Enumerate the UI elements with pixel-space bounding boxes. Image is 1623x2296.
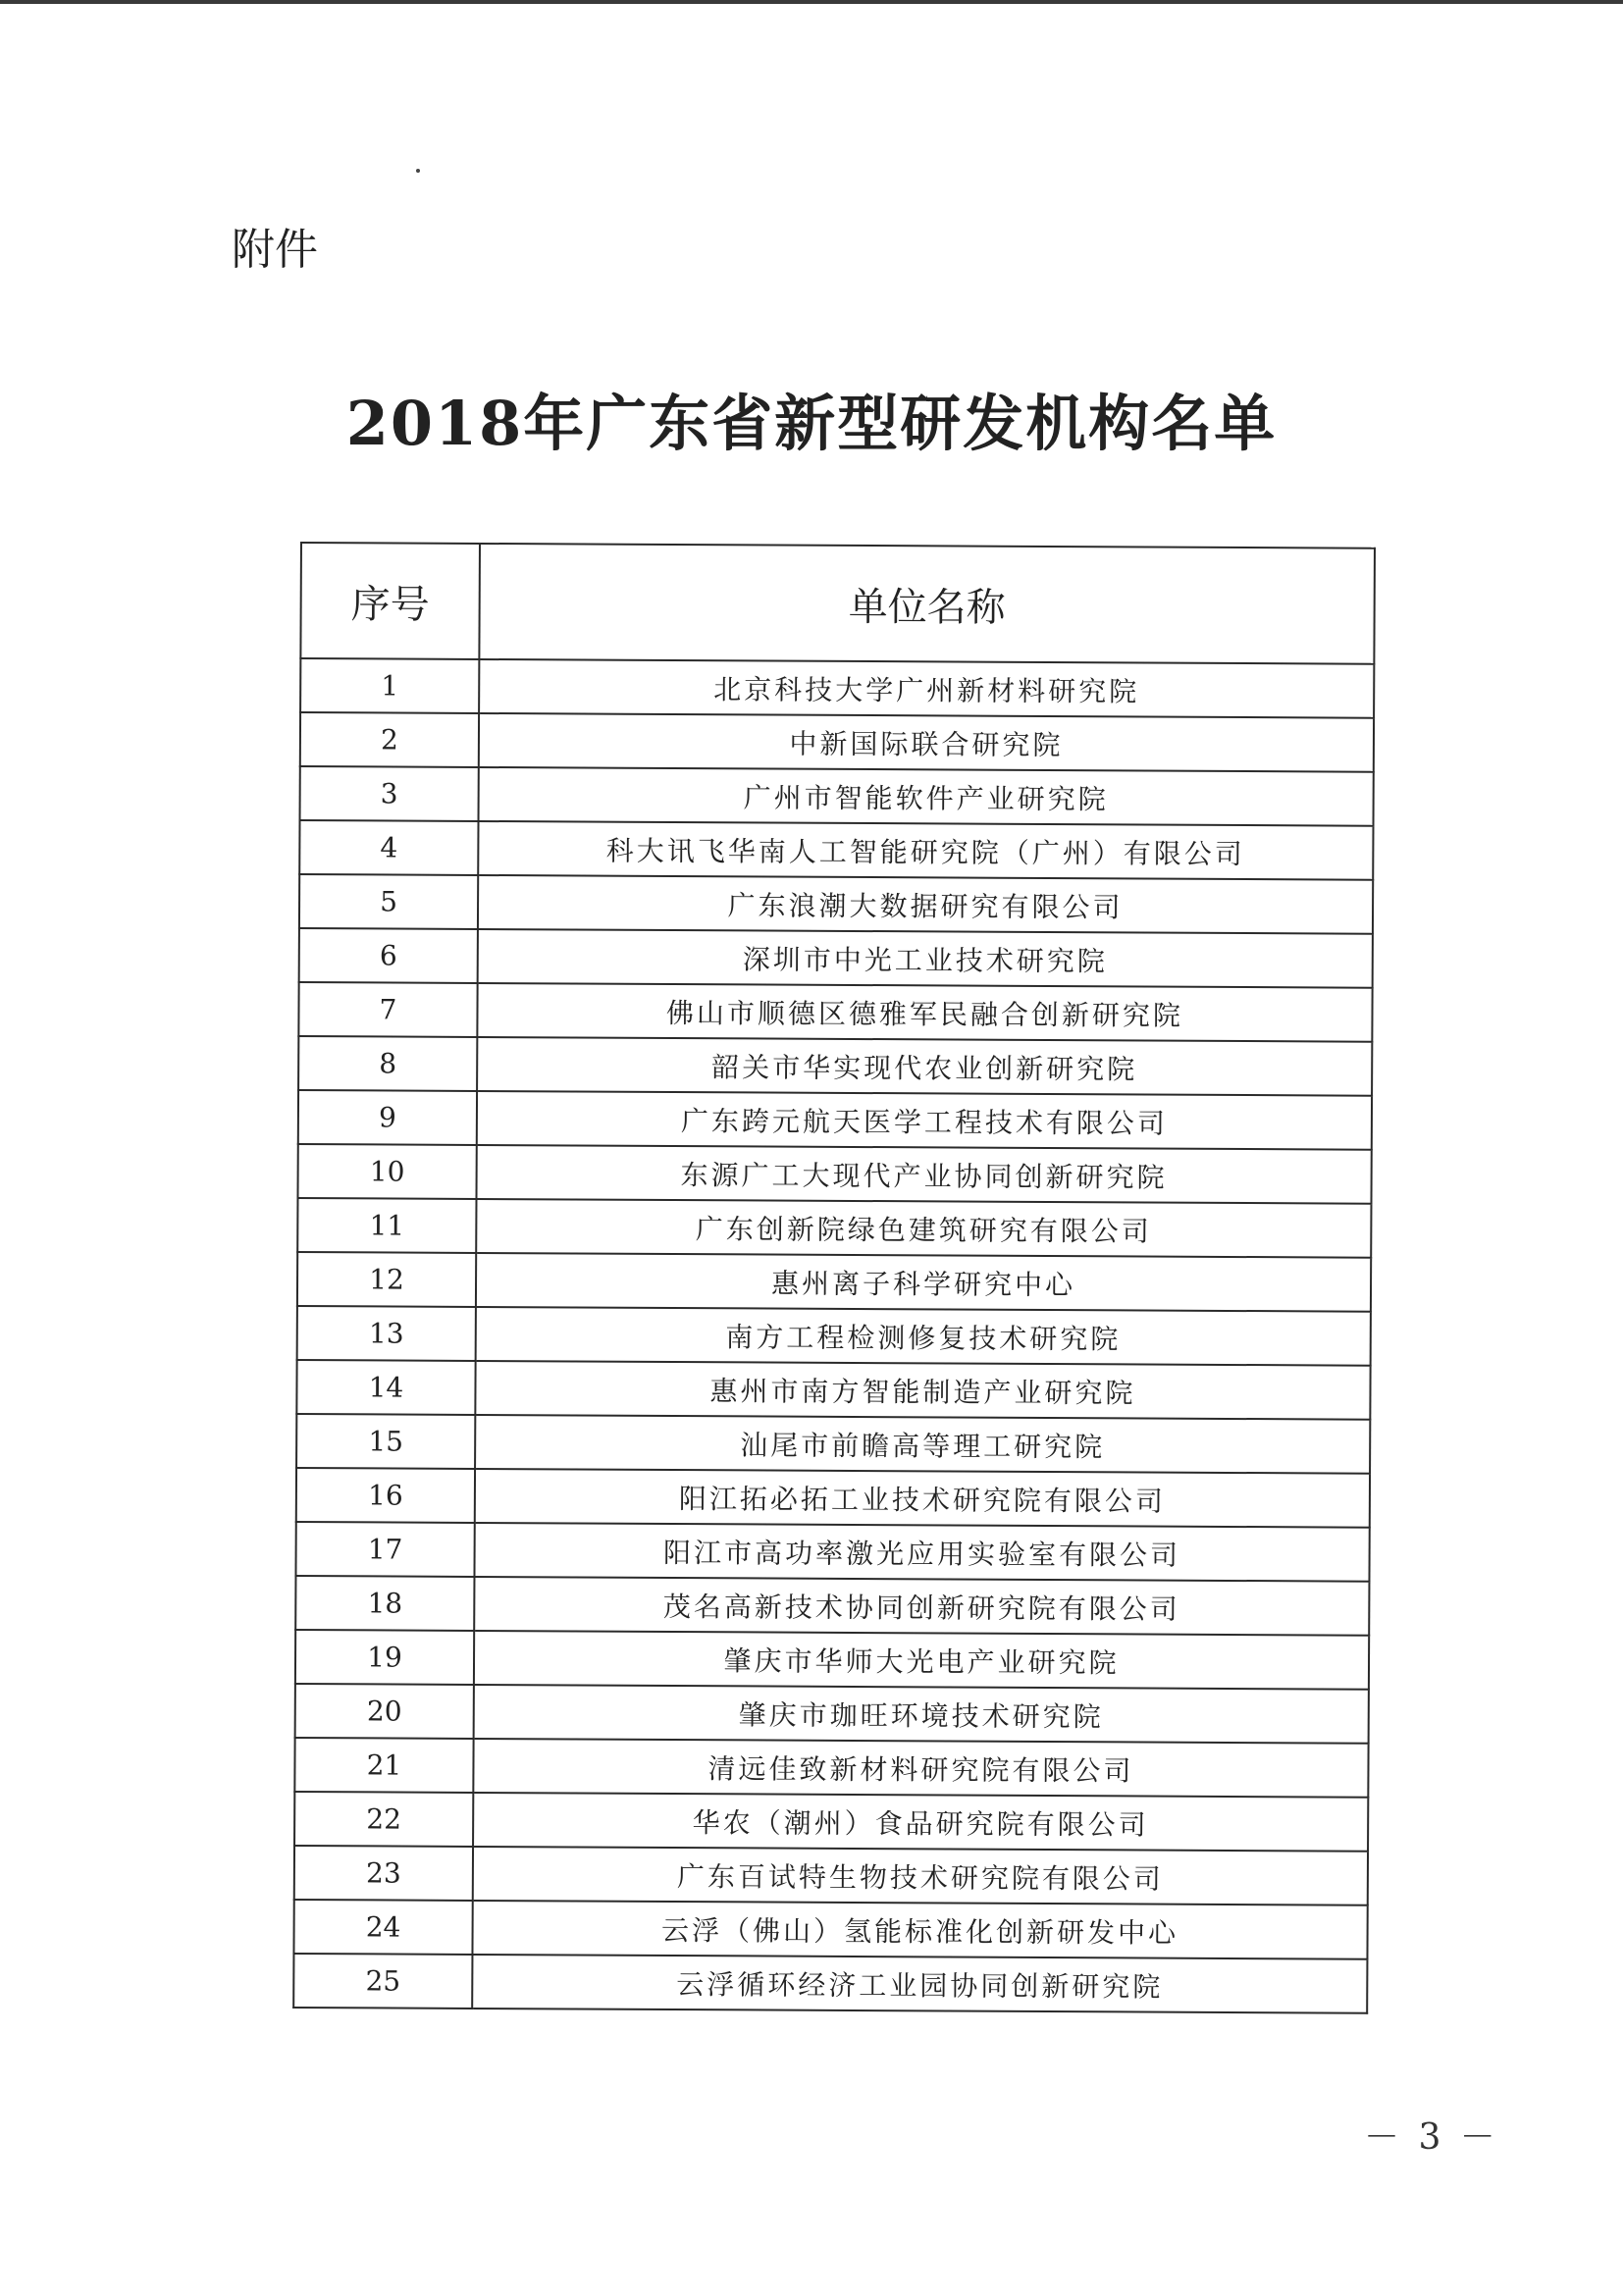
table-row	[297, 1198, 1371, 1258]
table-row	[293, 1900, 1367, 1959]
institution-name: 汕尾市前瞻高等理工研究院	[475, 1415, 1370, 1474]
row-number: 23	[294, 1846, 473, 1901]
institution-name: 肇庆市华师大光电产业研究院	[474, 1631, 1369, 1690]
institution-name: 东源广工大现代产业协同创新研究院	[476, 1145, 1371, 1204]
institution-name: 肇庆市珈旺环境技术研究院	[474, 1685, 1369, 1744]
row-number: 8	[298, 1036, 477, 1091]
institution-name: 云浮循环经济工业园协同创新研究院	[472, 1955, 1367, 2013]
table-row	[295, 1684, 1369, 1744]
table-row	[297, 1306, 1371, 1366]
institution-name: 阳江拓必拓工业技术研究院有限公司	[475, 1469, 1370, 1528]
institution-name: 北京科技大学广州新材料研究院	[479, 659, 1374, 718]
table-row	[299, 820, 1373, 880]
table-row	[300, 712, 1374, 772]
table-row	[299, 874, 1373, 934]
institution-name: 广东浪潮大数据研究有限公司	[478, 875, 1373, 934]
row-number: 18	[295, 1576, 474, 1631]
page-number: － 3 －	[1364, 2117, 1499, 2158]
row-number: 12	[297, 1252, 476, 1307]
row-number: 24	[293, 1900, 472, 1955]
institution-name: 广东跨元航天医学工程技术有限公司	[477, 1091, 1372, 1150]
institution-name: 科大讯飞华南人工智能研究院（广州）有限公司	[478, 821, 1373, 880]
institution-name: 惠州市南方智能制造产业研究院	[475, 1361, 1370, 1420]
table-row	[297, 1252, 1371, 1312]
institution-name: 华农（潮州）食品研究院有限公司	[473, 1793, 1368, 1852]
row-number: 17	[295, 1522, 474, 1577]
institution-name: 广州市智能软件产业研究院	[479, 767, 1374, 826]
row-number: 2	[300, 712, 479, 767]
institution-name: 韶关市华实现代农业创新研究院	[477, 1037, 1372, 1096]
row-number: 20	[295, 1684, 474, 1739]
table-row	[294, 1846, 1368, 1905]
table-row	[299, 928, 1373, 988]
row-number: 15	[296, 1414, 475, 1469]
table-row	[298, 1090, 1372, 1150]
institution-name: 广东创新院绿色建筑研究有限公司	[476, 1199, 1371, 1258]
table-row	[294, 1792, 1368, 1852]
table-row	[298, 1036, 1372, 1096]
row-number: 10	[297, 1144, 476, 1199]
scan-top-edge	[0, 0, 1623, 4]
row-number: 13	[297, 1306, 476, 1361]
row-number: 1	[300, 658, 479, 713]
table-row	[296, 1468, 1370, 1528]
institution-name: 佛山市顺德区德雅军民融合创新研究院	[477, 983, 1372, 1042]
header-number: 序号	[300, 543, 480, 659]
row-number: 7	[298, 982, 477, 1037]
row-number: 11	[297, 1198, 476, 1253]
row-number: 16	[296, 1468, 475, 1523]
table-header-row	[300, 543, 1375, 664]
institution-name: 阳江市高功率激光应用实验室有限公司	[474, 1523, 1369, 1582]
table-row	[294, 1738, 1368, 1798]
table-row	[293, 1954, 1367, 2013]
row-number: 22	[294, 1792, 473, 1847]
row-number: 3	[300, 766, 479, 821]
table-row	[295, 1630, 1369, 1690]
table-row	[300, 658, 1374, 718]
institution-name: 清远佳致新材料研究院有限公司	[473, 1739, 1368, 1798]
table-row	[295, 1522, 1369, 1582]
row-number: 14	[296, 1360, 475, 1415]
table-row	[300, 766, 1374, 826]
institution-name: 广东百试特生物技术研究院有限公司	[473, 1847, 1368, 1905]
table-row	[296, 1414, 1370, 1474]
row-number: 25	[293, 1954, 472, 2009]
row-number: 5	[299, 874, 478, 929]
institution-name: 茂名高新技术协同创新研究院有限公司	[474, 1577, 1369, 1636]
table-body	[293, 658, 1374, 2013]
table-row	[298, 982, 1372, 1042]
institution-name: 深圳市中光工业技术研究院	[478, 929, 1373, 988]
row-number: 19	[295, 1630, 474, 1685]
institution-name: 云浮（佛山）氢能标准化创新研发中心	[472, 1901, 1367, 1959]
header-name: 单位名称	[479, 544, 1375, 664]
row-number: 6	[299, 928, 478, 983]
institution-name: 南方工程检测修复技术研究院	[476, 1307, 1371, 1366]
institution-table	[292, 542, 1376, 2014]
scan-speck	[416, 169, 420, 173]
table-row	[296, 1360, 1370, 1420]
institution-name: 惠州离子科学研究中心	[476, 1253, 1371, 1312]
row-number: 9	[298, 1090, 477, 1145]
row-number: 4	[299, 820, 478, 875]
row-number: 21	[294, 1738, 473, 1793]
attachment-label: 附件	[232, 225, 318, 275]
document-title: 2018年广东省新型研发机构名单	[345, 388, 1278, 459]
table-row	[297, 1144, 1371, 1204]
table-row	[295, 1576, 1369, 1636]
institution-name: 中新国际联合研究院	[479, 713, 1374, 772]
